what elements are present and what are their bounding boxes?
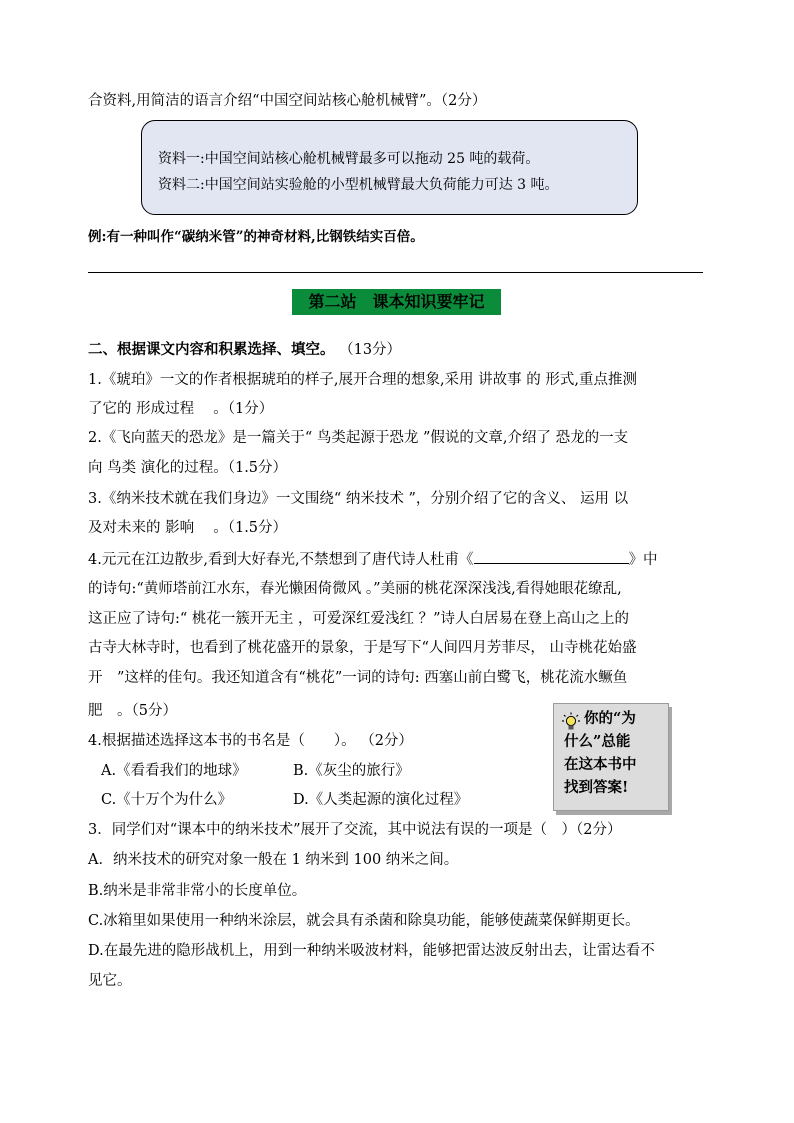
section-score: （13分） bbox=[339, 342, 402, 358]
text-line: 2.《飞向蓝天的恐龙》是一篇关于“ 鸟类起源于恐龙 ”假说的文章,介绍了 恐龙的一支 bbox=[88, 430, 629, 446]
station-banner: 第二站 课本知识要牢记 bbox=[292, 289, 501, 315]
card-line-2: 什么”总能 bbox=[564, 733, 631, 750]
text-line: 古寺大林寺时，也看到了桃花盛开的景象，于是写下“人间四月芳菲尽， 山寺桃花始盛 bbox=[88, 640, 637, 656]
q4-line bbox=[88, 549, 658, 570]
material-box bbox=[141, 120, 638, 215]
option-a[interactable]: A.《看看我们的地球》 bbox=[101, 763, 247, 779]
example-text: 例:有一种叫作“碳纳米管”的神奇材料,比钢铁结实百倍。 bbox=[88, 229, 424, 245]
q3-option-c[interactable]: C.冰箱里如果使用一种纳米涂层，就会具有杀菌和除臭功能，能够使蔬菜保鲜期更长。 bbox=[88, 913, 640, 929]
text-line: 及对未来的 影响 。（1.5分） bbox=[88, 520, 288, 536]
card-line-1: 你的“为 bbox=[584, 710, 636, 727]
q3-option-d[interactable]: D.在最先进的隐形战机上，用到一种纳米吸波材料，能够把雷达波反射出去，让雷达看不 bbox=[88, 943, 655, 959]
section-title: 二、根据课文内容和积累选择、填空。 bbox=[88, 341, 335, 358]
card-line-3: 在这本书中 bbox=[564, 756, 637, 773]
answer-blank[interactable] bbox=[474, 549, 629, 564]
text-line: 向 鸟类 演化的过程。（1.5分） bbox=[88, 460, 288, 476]
material-2: 资料二:中国空间站实验舱的小型机械臂最大负荷能力可达 3 吨。 bbox=[158, 177, 559, 193]
card-line-4: 找到答案! bbox=[564, 779, 629, 796]
text-line: 1.《琥珀》一文的作者根据琥珀的样子,展开合理的想象,采用 讲故事 的 形式,重点推测 bbox=[88, 372, 637, 388]
book-hint-card bbox=[553, 703, 669, 811]
q3-option-d-cont: 见它。 bbox=[88, 973, 132, 989]
text-line: 肥 。（5分） bbox=[88, 703, 177, 719]
text-line: 3.《纳米技术就在我们身边》一文围绕“ 纳米技术 ”，分别介绍了它的含义、 运用 以 bbox=[88, 491, 629, 507]
q4-end: 》中 bbox=[628, 552, 658, 568]
option-c[interactable]: C.《十万个为什么》 bbox=[101, 792, 233, 808]
text-line: 这正应了诗句:“ 桃花一簇开无主 ，可爱深红爱浅红 ？”诗人白居易在登上高山之上的 bbox=[88, 611, 630, 627]
text-line: 开 ”这样的佳句。我还知道含有“桃花”一词的诗句: 西塞山前白鹭飞，桃花流水鳜鱼 bbox=[88, 670, 628, 686]
intro-text: 合资料,用简洁的语言介绍“中国空间站核心舱机械臂”。（2分） bbox=[88, 93, 487, 109]
option-b[interactable]: B.《灰尘的旅行》 bbox=[293, 763, 410, 779]
section-heading bbox=[88, 340, 401, 360]
divider bbox=[88, 272, 703, 273]
text-line: 4.根据描述选择这本书的书名是（ ）。 （2分） bbox=[88, 733, 413, 749]
q3-prompt: 3．同学们对“课本中的纳米技术”展开了交流，其中说法有误的一项是（ ）（2分） bbox=[88, 822, 622, 838]
lightbulb-icon bbox=[562, 712, 580, 732]
material-1: 资料一:中国空间站核心舱机械臂最多可以拖动 25 吨的载荷。 bbox=[158, 151, 540, 167]
text-line: 的诗句:“黄师塔前江水东，春光懒困倚微风 。”美丽的桃花深深浅浅,看得她眼花缭乱, bbox=[88, 581, 622, 597]
q4-start: 4.元元在江边散步,看到大好春光,不禁想到了唐代诗人杜甫《 bbox=[88, 552, 474, 568]
text-line: 了它的 形成过程 。（1分） bbox=[88, 401, 274, 417]
q3-option-a[interactable]: A．纳米技术的研究对象一般在 1 纳米到 100 纳米之间。 bbox=[88, 852, 459, 868]
option-d[interactable]: D.《人类起源的演化过程》 bbox=[293, 792, 469, 808]
q3-option-b[interactable]: B.纳米是非常非常小的长度单位。 bbox=[88, 883, 307, 899]
